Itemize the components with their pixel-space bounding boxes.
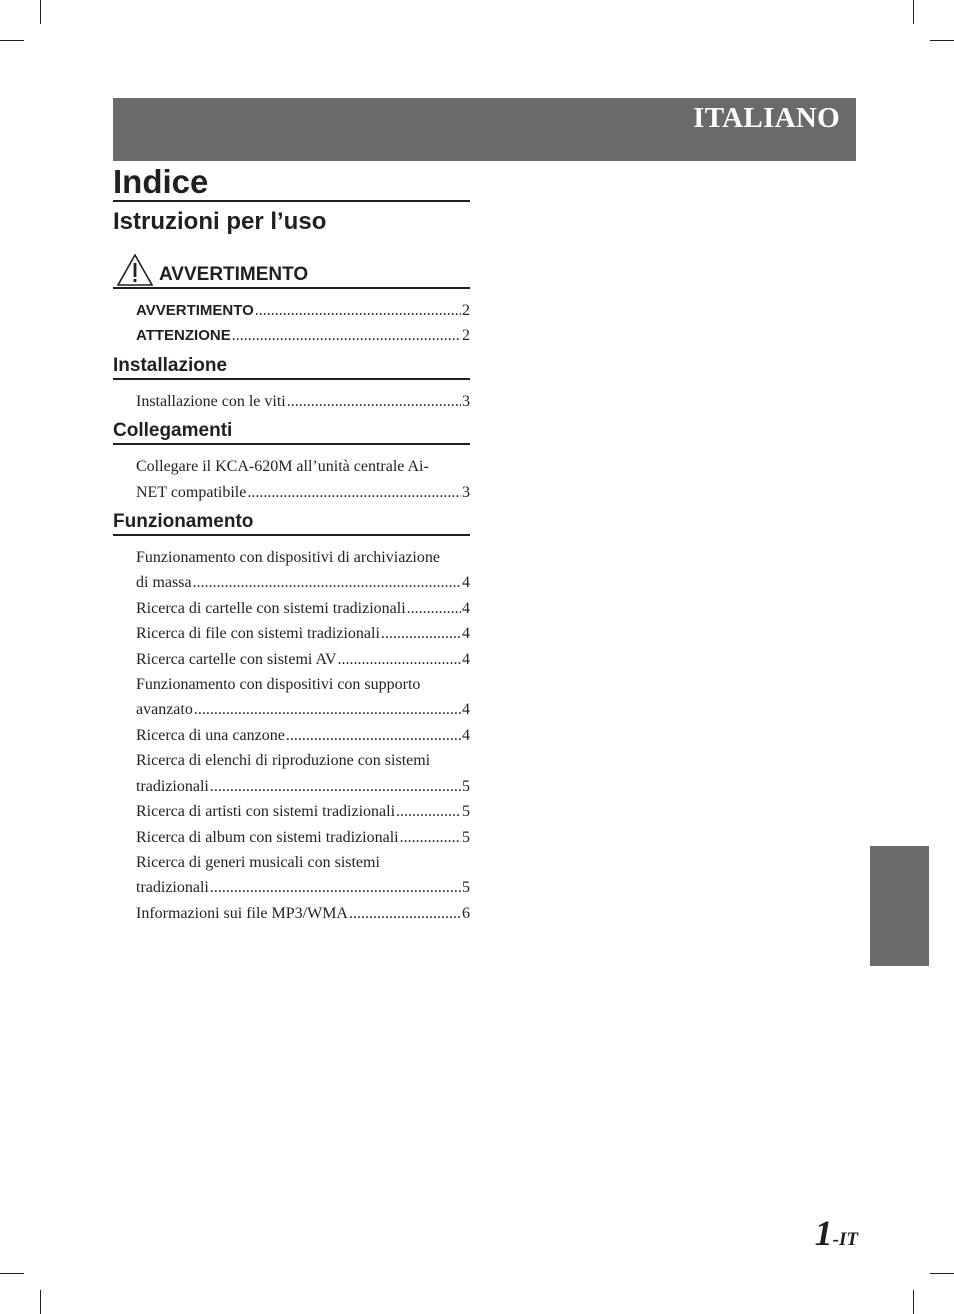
entry-list <box>113 298 470 349</box>
toc-entry[interactable] <box>136 454 470 505</box>
entry-title: tradizionali <box>136 879 209 897</box>
entry-title: Ricerca di file con sistemi tradizionali <box>136 625 380 643</box>
leader-dots <box>193 570 461 595</box>
crop-mark <box>913 0 914 24</box>
crop-mark <box>0 1273 24 1274</box>
toc-entry[interactable] <box>136 323 470 348</box>
entry-page: 3 <box>462 392 470 410</box>
toc-entry[interactable] <box>136 901 470 926</box>
side-language-tab <box>870 846 929 966</box>
crop-mark <box>0 40 24 41</box>
entry-title-line: Collegare il KCA-620M all’unità centrale Ai- <box>136 458 429 476</box>
entry-list <box>113 389 470 414</box>
entry-title: di massa <box>136 574 192 592</box>
entry-page: 4 <box>462 701 470 719</box>
entry-page: 4 <box>462 599 470 617</box>
leader-dots <box>407 596 461 621</box>
entry-title-line: Ricerca di generi musicali con sistemi <box>136 853 380 871</box>
leader-dots <box>400 825 461 850</box>
entry-page: 2 <box>462 327 470 345</box>
entry-title: Installazione con le viti <box>136 392 286 410</box>
entry-title: Ricerca di artisti con sistemi tradizionali <box>136 803 396 821</box>
section-heading-collegamenti <box>113 420 470 445</box>
entry-title-line: Ricerca di elenchi di riproduzione con sistemi <box>136 752 431 770</box>
section-heading-label: Collegamenti <box>113 420 233 442</box>
toc-entry[interactable] <box>136 672 470 723</box>
toc-entry[interactable] <box>136 799 470 824</box>
entry-title-line: Funzionamento con dispositivi con supporto <box>136 676 421 694</box>
crop-mark <box>930 1273 954 1274</box>
toc-entry[interactable] <box>136 647 470 672</box>
leader-dots <box>255 298 461 323</box>
leader-dots <box>349 901 461 926</box>
section-heading-label: Funzionamento <box>113 511 254 533</box>
entry-list <box>113 545 470 926</box>
leader-dots <box>396 799 461 824</box>
entry-page: 4 <box>462 726 470 744</box>
toc-title: Indice <box>113 164 470 202</box>
leader-dots <box>338 647 461 672</box>
crop-mark <box>930 40 954 41</box>
section-heading-label: AVVERTIMENTO <box>159 264 309 285</box>
entry-page: 5 <box>462 777 470 795</box>
toc-entry[interactable] <box>136 389 470 414</box>
page-number-value: 1 <box>814 1213 833 1253</box>
entry-title: AVVERTIMENTO <box>136 302 254 319</box>
toc-entry[interactable] <box>136 621 470 646</box>
section-heading-funzionamento <box>113 511 470 536</box>
section-heading-label: Installazione <box>113 354 228 376</box>
language-banner <box>113 98 856 161</box>
leader-dots <box>247 480 461 505</box>
entry-title-line: Funzionamento con dispositivi di archiviazione <box>136 549 440 567</box>
leader-dots <box>232 323 461 348</box>
crop-mark <box>40 1290 41 1314</box>
section-heading-avvertimento <box>113 254 470 289</box>
entry-title: avanzato <box>136 701 193 719</box>
entry-title: Ricerca cartelle con sistemi AV <box>136 650 337 668</box>
warning-triangle-icon <box>117 254 153 286</box>
entry-title: Ricerca di cartelle con sistemi tradizionali <box>136 599 406 617</box>
entry-page: 4 <box>462 625 470 643</box>
toc-entry[interactable] <box>136 748 470 799</box>
crop-mark <box>913 1290 914 1314</box>
entry-title: Ricerca di album con sistemi tradizionali <box>136 828 399 846</box>
page-number-suffix: -IT <box>832 1229 858 1250</box>
entry-page: 4 <box>462 650 470 668</box>
toc-entry[interactable] <box>136 850 470 901</box>
toc-entry[interactable] <box>136 825 470 850</box>
leader-dots <box>210 774 461 799</box>
entry-title: tradizionali <box>136 777 209 795</box>
entry-page: 5 <box>462 803 470 821</box>
toc-entry[interactable] <box>136 723 470 748</box>
entry-page: 5 <box>462 879 470 897</box>
leader-dots <box>286 723 461 748</box>
entry-page: 6 <box>462 904 470 922</box>
entry-title: ATTENZIONE <box>136 327 231 345</box>
entry-page: 4 <box>462 574 470 592</box>
leader-dots <box>210 875 461 900</box>
entry-title: NET compatibile <box>136 483 247 501</box>
entry-title: Ricerca di una canzone <box>136 726 285 744</box>
page-number <box>815 1212 858 1254</box>
toc-entry[interactable] <box>136 596 470 621</box>
leader-dots <box>381 621 461 646</box>
entry-page: 3 <box>462 483 470 501</box>
toc-subtitle: Istruzioni per l’uso <box>113 208 327 235</box>
toc-entry[interactable] <box>136 298 470 323</box>
leader-dots <box>194 697 461 722</box>
entry-title: Informazioni sui file MP3/WMA <box>136 904 348 922</box>
section-heading-installazione <box>113 355 470 380</box>
entry-page: 5 <box>462 828 470 846</box>
entry-list <box>113 454 470 505</box>
toc-entry[interactable] <box>136 545 470 596</box>
language-label: ITALIANO <box>693 102 840 134</box>
table-of-contents <box>113 160 470 926</box>
crop-mark <box>40 0 41 24</box>
leader-dots <box>287 389 461 414</box>
entry-page: 2 <box>462 302 470 319</box>
